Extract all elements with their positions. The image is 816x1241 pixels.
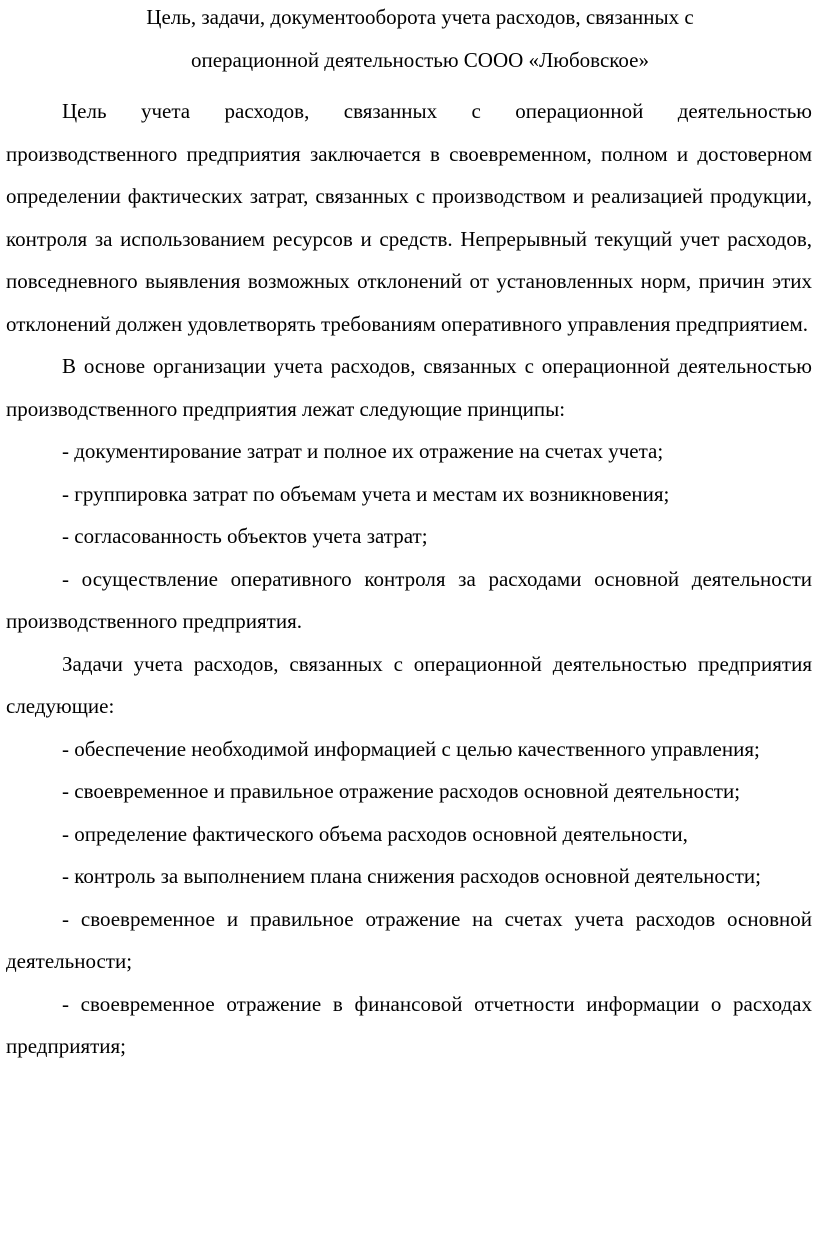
list-item-task-5: - своевременное и правильное отражение на счетах учета расходов основной деятельности; <box>6 906 812 973</box>
document-body <box>6 90 812 1068</box>
list-item-task-1: - обеспечение необходимой информацией с целью качественного управления; <box>62 736 760 761</box>
list-item-principle-1: - документирование затрат и полное их отражение на счетах учета; <box>62 439 664 463</box>
paragraph-goal: Цель учета расходов, связанных с операционной деятельностью производственного предприятия заключается в своевременном, полном и достоверном определении фактических затрат, связанных с производством и реализацией продукции, контроля за использованием ресурсов и средств. Непрерывный текущий учет расходов, повседневного выявления возможных отклонений от установленных норм, причин этих отклонений должен удовлетворять требованиям оперативного управления предприятием. <box>6 99 812 336</box>
list-item-task-3: - определение фактического объема расходов основной деятельности, <box>62 821 688 846</box>
list-item-principle-3: - согласованность объектов учета затрат; <box>62 524 428 548</box>
title-line-1: Цель, задачи, документооборота учета расходов, связанных с <box>146 5 694 29</box>
paragraph-principles-intro: В основе организации учета расходов, связанных с операционной деятельностью производственного предприятия лежат следующие принципы: <box>6 354 812 421</box>
list-item-principle-2: - группировка затрат по объемам учета и местам их возникновения; <box>62 481 670 506</box>
list-item-task-6: - своевременное отражение в финансовой отчетности информации о расходах предприятия; <box>6 991 812 1058</box>
document-title <box>40 0 800 81</box>
list-item-principle-4: - осуществление оперативного контроля за расходами основной деятельности производственного предприятия. <box>6 566 812 633</box>
title-line-2: операционной деятельностью СООО «Любовское» <box>190 47 649 72</box>
paragraph-tasks-intro: Задачи учета расходов, связанных с операционной деятельностью предприятия следующие: <box>6 651 812 718</box>
list-item-task-2: - своевременное и правильное отражение расходов основной деятельности; <box>62 779 741 803</box>
list-item-task-4: - контроль за выполнением плана снижения расходов основной деятельности; <box>62 864 761 888</box>
